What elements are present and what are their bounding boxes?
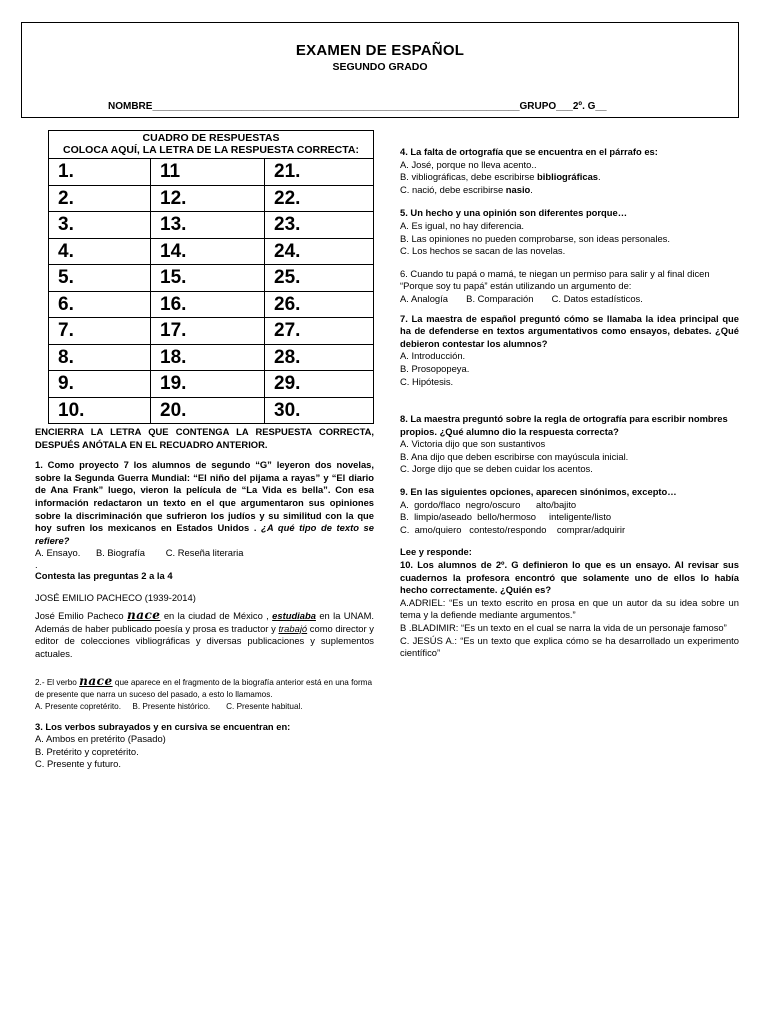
- option-b: [400, 171, 739, 184]
- answer-cell[interactable]: 21.: [265, 159, 374, 186]
- question-2: [35, 675, 374, 701]
- bio-verb-nace: nace: [126, 608, 161, 623]
- question-6-options: A. Analogía B. Comparación C. Datos estadísticos.: [400, 292, 643, 304]
- bio-text: en la UNAM. Además de haber publicado poesía y prosa es traductor y: [35, 610, 375, 634]
- header-box: [21, 22, 739, 118]
- option-a: A.ADRIEL: “Es un texto escrito en prosa en que un autor da su idea sobre un tema y la defiende mediante argumentos.”: [400, 596, 739, 621]
- answer-cell[interactable]: 11: [151, 159, 265, 186]
- option-c: C. Los hechos se sacan de las novelas.: [400, 245, 566, 257]
- answer-cell[interactable]: 8.: [49, 344, 151, 371]
- question-8: 8. La maestra preguntó sobre la regla de ortografía para escribir nombres propios. ¿Qué alumno dio la respuesta correcta?: [400, 413, 728, 437]
- option-c: [400, 184, 739, 197]
- answer-cell[interactable]: 14.: [151, 238, 265, 265]
- bio-verb-trabajo: trabajó: [278, 622, 308, 634]
- option-b: B .BLADIMIR: “Es un texto en el cual se narra la vida de un personaje famoso”: [400, 622, 727, 633]
- option-a: A. Ambos en pretérito (Pasado): [35, 733, 166, 745]
- answer-row: [49, 212, 374, 239]
- instructions: ENCIERRA LA LETRA QUE CONTENGA LA RESPUESTA CORRECTA, DESPUÉS ANÓTALA EN EL RECUADRO ANTERIOR.: [35, 426, 374, 450]
- question-1-text: 1. Como proyecto 7 los alumnos de segundo “G” leyeron dos novelas, sobre la Segunda Guerra Mundial: “El niño del pijama a rayas” y “El diario de Ana Frank” luego, vieron la película de “La Vida es bella”. Con esa información redactaron un texto en el que argumentaron sus opiniones sobre la discriminación que sufrieron los judíos y su similitud con la que hoy sufren los mexicanos en Estados Unidos .: [35, 459, 374, 534]
- answer-cell[interactable]: 20.: [151, 397, 265, 424]
- answer-cell[interactable]: 12.: [151, 185, 265, 212]
- bio-paragraph: [35, 609, 374, 660]
- stray-dot: .: [35, 558, 38, 570]
- bio-verb-estudiaba: estudiaba: [272, 610, 316, 622]
- option-keyword: nasio: [505, 183, 531, 195]
- answer-cell[interactable]: 7.: [49, 318, 151, 345]
- question-1-prompt: ¿A qué tipo de texto se refiere?: [35, 522, 374, 546]
- answer-cell[interactable]: 19.: [151, 371, 265, 398]
- question-1-options: A. Ensayo. B. Biografía C. Reseña literaria: [35, 547, 244, 559]
- question-3: 3. Los verbos subrayados y en cursiva se encuentran en:: [35, 720, 291, 732]
- answer-cell[interactable]: 24.: [265, 238, 374, 265]
- answer-cell[interactable]: 23.: [265, 212, 374, 239]
- question-2-options: A. Presente copretérito. B. Presente histórico. C. Presente habitual.: [35, 701, 303, 711]
- question-1: [35, 459, 374, 547]
- answer-row: [49, 318, 374, 345]
- answer-row: [49, 238, 374, 265]
- answer-cell[interactable]: 25.: [265, 265, 374, 292]
- answer-cell[interactable]: 16.: [151, 291, 265, 318]
- option-a: A. Introducción.: [400, 350, 466, 362]
- left-column: [35, 426, 374, 771]
- answer-row: [49, 344, 374, 371]
- option-text: .: [530, 183, 533, 195]
- option-text: .: [598, 171, 601, 183]
- question-10: 10. Los alumnos de 2º. G definieron lo que es un ensayo. Al revisar sus cuadernos la profesora encontró que solamente uno de ellos lo había hecho correctamente. ¿Quién es?: [400, 559, 739, 596]
- option-a: A. gordo/flaco negro/oscuro alto/bajito: [400, 498, 577, 510]
- option-b: B. Prosopopeya.: [400, 362, 470, 374]
- answer-cell[interactable]: 17.: [151, 318, 265, 345]
- answer-cell[interactable]: 18.: [151, 344, 265, 371]
- option-c: C. Hipótesis.: [400, 375, 454, 387]
- answer-cell[interactable]: 2.: [49, 185, 151, 212]
- option-b: B. Las opiniones no pueden comprobarse, son ideas personales.: [400, 232, 670, 244]
- exam-subtitle: SEGUNDO GRADO: [332, 61, 428, 73]
- answer-cell[interactable]: 5.: [49, 265, 151, 292]
- option-c: C. amo/quiero contesto/respondo comprar/adquirir: [400, 523, 626, 535]
- answer-table-caption: [49, 131, 374, 159]
- bio-text: José Emilio Pacheco: [35, 610, 124, 622]
- answer-cell[interactable]: 6.: [49, 291, 151, 318]
- question-5: 5. Un hecho y una opinión son diferentes porque…: [400, 207, 628, 219]
- answer-cell[interactable]: 3.: [49, 212, 151, 239]
- answer-cell[interactable]: 1.: [49, 159, 151, 186]
- answer-cell[interactable]: 10.: [49, 397, 151, 424]
- caption-line-1: CUADRO DE RESPUESTAS: [142, 132, 280, 144]
- caption-line-2: COLOCA AQUÍ, LA LETRA DE LA RESPUESTA CORRECTA:: [63, 144, 359, 156]
- option-a: A. Es igual, no hay diferencia.: [400, 219, 525, 231]
- option-b: B. Ana dijo que deben escribirse con mayúscula inicial.: [400, 450, 629, 462]
- question-9: 9. En las siguientes opciones, aparecen sinónimos, excepto…: [400, 486, 677, 498]
- answer-cell[interactable]: 4.: [49, 238, 151, 265]
- bio-text: en la ciudad de México ,: [163, 610, 269, 622]
- option-c: C. Presente y futuro.: [35, 758, 121, 770]
- option-text: B. vibliográficas, debe escribirse: [400, 171, 535, 183]
- option-b: B. limpio/aseado bello/hermoso inteligente/listo: [400, 511, 612, 523]
- read-and-answer-heading: Lee y responde:: [400, 546, 472, 558]
- option-keyword: bibliográficas: [537, 171, 598, 183]
- answer-cell[interactable]: 13.: [151, 212, 265, 239]
- exam-title: EXAMEN DE ESPAÑOL: [295, 42, 465, 59]
- answer-row: [49, 265, 374, 292]
- answer-cell[interactable]: 15.: [151, 265, 265, 292]
- option-c: C. Jorge dijo que se deben cuidar los acentos.: [400, 463, 593, 475]
- right-column: [400, 146, 739, 660]
- answer-cell[interactable]: 9.: [49, 371, 151, 398]
- question-4: 4. La falta de ortografía que se encuentra en el párrafo es:: [400, 146, 658, 157]
- answer-row: [49, 291, 374, 318]
- answer-cell[interactable]: 27.: [265, 318, 374, 345]
- answer-row: [49, 371, 374, 398]
- name-group-line[interactable]: NOMBRE__________________________________________________________________GRUPO___2º. G__: [108, 101, 607, 112]
- answer-cell[interactable]: 22.: [265, 185, 374, 212]
- bio-title: JOSÉ EMILIO PACHECO (1939-2014): [35, 591, 196, 603]
- answer-table: [48, 130, 374, 424]
- answer-cell[interactable]: 29.: [265, 371, 374, 398]
- option-c: C. JESÚS A.: “Es un texto que explica cómo se ha desarrollado un experimento científico”: [400, 634, 739, 659]
- option-a: A. José, porque no lleva acento..: [400, 158, 537, 170]
- answer-row: [49, 159, 374, 186]
- option-a: A. Victoria dijo que son sustantivos: [400, 438, 546, 450]
- option-text: C. nació, debe escribirse: [400, 183, 504, 195]
- answer-row: [49, 397, 374, 424]
- answer-cell[interactable]: 26.: [265, 291, 374, 318]
- question-2-verb: nace: [79, 673, 113, 688]
- answer-cell[interactable]: 30.: [265, 397, 374, 424]
- question-2-text: que aparece en el fragmento de la biografía anterior está en una forma de presente que narra un suceso del pasado, a esto lo llamamos.: [35, 677, 373, 699]
- section-heading-2-4: Contesta las preguntas 2 a la 4: [35, 569, 173, 581]
- question-6: 6. Cuando tu papá o mamá, te niegan un permiso para salir y al final dicen “Porque soy tu papá” están utilizando un argumento de:: [400, 267, 710, 292]
- question-2-text: 2.- El verbo: [35, 677, 77, 687]
- bio-text: como director y editor de colecciones vibliográficas y diversas publicaciones y suplementos actuales.: [35, 622, 374, 659]
- answer-row: [49, 185, 374, 212]
- answer-cell[interactable]: 28.: [265, 344, 374, 371]
- question-7: 7. La maestra de español preguntó cómo se llamaba la idea principal que ha de defenderse en textos argumentativos como ensayos, debates. ¿Qué debieron contestar los alumnos?: [400, 312, 739, 349]
- option-b: B. Pretérito y copretérito.: [35, 745, 139, 757]
